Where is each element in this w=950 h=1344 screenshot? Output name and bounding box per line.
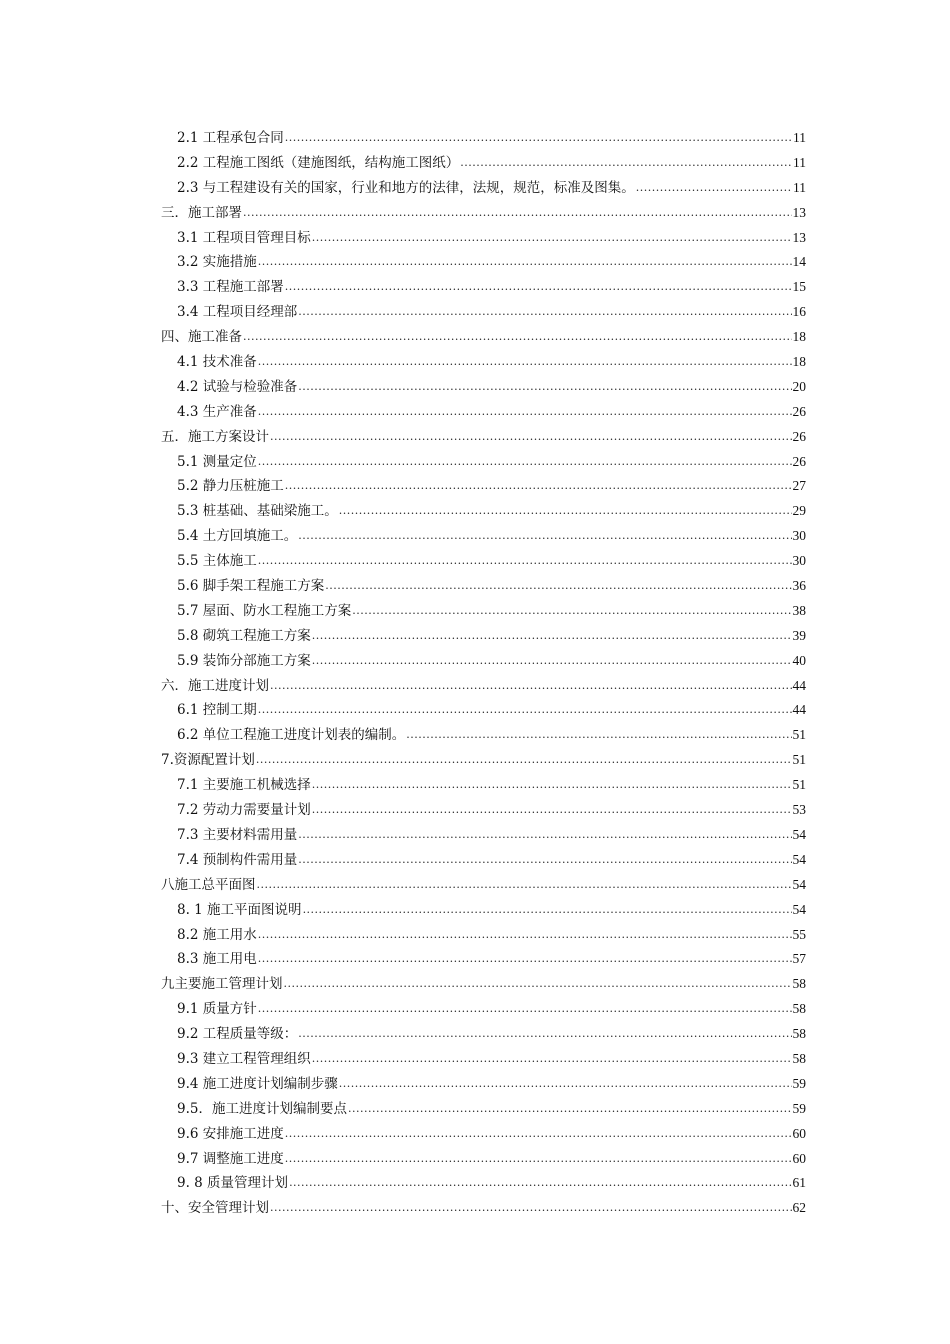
toc-entry[interactable] xyxy=(161,823,806,848)
toc-entry-page-number: 58 xyxy=(792,1026,806,1042)
toc-entry-title: 3.2 实施措施 xyxy=(177,254,257,271)
toc-entry[interactable] xyxy=(161,873,806,898)
toc-dot-leader xyxy=(256,748,792,773)
toc-entry[interactable] xyxy=(161,499,806,524)
toc-entry[interactable] xyxy=(161,126,806,151)
toc-entry[interactable] xyxy=(161,698,806,723)
toc-entry-page-number: 11 xyxy=(793,130,806,145)
toc-dot-leader xyxy=(285,126,792,151)
toc-entry-page-number: 11 xyxy=(793,179,806,195)
toc-entry-page-number: 54 xyxy=(792,901,806,917)
toc-entry[interactable] xyxy=(161,400,806,425)
toc-entry-title: 4.1 技术准备 xyxy=(177,354,257,371)
toc-entry[interactable] xyxy=(161,300,806,325)
toc-entry-title: 6.2 单位工程施工进度计划表的编制。 xyxy=(177,727,406,744)
toc-dot-leader xyxy=(339,1072,792,1097)
toc-entry-title: 五．施工方案设计 xyxy=(161,428,269,445)
toc-entry-title: 5.6 脚手架工程施工方案 xyxy=(177,578,325,595)
toc-entry[interactable] xyxy=(161,723,806,748)
toc-entry[interactable] xyxy=(161,1171,806,1196)
toc-entry-page-number: 39 xyxy=(792,627,806,643)
toc-entry-page-number: 18 xyxy=(792,354,806,370)
toc-entry[interactable] xyxy=(161,798,806,823)
toc-dot-leader xyxy=(258,923,792,948)
toc-entry[interactable] xyxy=(161,474,806,499)
toc-dot-leader xyxy=(284,972,792,997)
toc-entry-page-number: 44 xyxy=(792,702,806,718)
toc-entry[interactable] xyxy=(161,226,806,251)
toc-entry-page-number: 62 xyxy=(792,1200,806,1216)
toc-entry-title: 7.3 主要材料需用量 xyxy=(177,826,298,843)
toc-entry-title: 7.资源配置计划 xyxy=(161,752,255,769)
toc-dot-leader xyxy=(312,1047,792,1072)
toc-entry-title: 三．施工部署 xyxy=(161,204,242,221)
toc-dot-leader xyxy=(285,474,792,499)
toc-entry-page-number: 44 xyxy=(792,677,806,693)
toc-dot-leader xyxy=(312,226,792,251)
toc-entry-title: 9.6 安排施工进度 xyxy=(177,1125,284,1142)
toc-entry-page-number: 15 xyxy=(792,279,806,295)
toc-entry-title: 9.1 质量方针 xyxy=(177,1001,257,1018)
toc-entry-page-number: 51 xyxy=(792,777,806,793)
toc-dot-leader xyxy=(285,275,792,300)
toc-entry[interactable] xyxy=(161,275,806,300)
toc-entry[interactable] xyxy=(161,350,806,375)
toc-dot-leader xyxy=(636,176,792,201)
toc-entry-page-number: 51 xyxy=(792,727,806,743)
toc-dot-leader xyxy=(257,873,792,898)
toc-entry-page-number: 11 xyxy=(793,154,806,170)
table-of-contents xyxy=(161,126,806,1221)
toc-entry-page-number: 59 xyxy=(792,1100,806,1116)
toc-entry-title: 4.2 试验与检验准备 xyxy=(177,378,298,395)
toc-entry[interactable] xyxy=(161,1147,806,1172)
toc-entry[interactable] xyxy=(161,325,806,350)
toc-entry-page-number: 26 xyxy=(792,453,806,469)
toc-entry[interactable] xyxy=(161,250,806,275)
toc-dot-leader xyxy=(243,201,792,226)
toc-entry-title: 5.8 砌筑工程施工方案 xyxy=(177,627,311,644)
toc-entry[interactable] xyxy=(161,425,806,450)
toc-entry[interactable] xyxy=(161,947,806,972)
toc-dot-leader xyxy=(258,947,792,972)
toc-entry[interactable] xyxy=(161,972,806,997)
toc-entry[interactable] xyxy=(161,524,806,549)
toc-entry[interactable] xyxy=(161,599,806,624)
toc-dot-leader xyxy=(258,450,792,475)
toc-dot-leader xyxy=(298,1022,791,1047)
toc-entry[interactable] xyxy=(161,450,806,475)
toc-entry-title: 六．施工进度计划 xyxy=(161,677,269,694)
toc-dot-leader xyxy=(298,375,791,400)
toc-entry[interactable] xyxy=(161,848,806,873)
toc-dot-leader xyxy=(270,425,792,450)
toc-entry-title: 四、施工准备 xyxy=(161,329,242,346)
toc-entry-title: 2.1 工程承包合同 xyxy=(177,130,284,146)
toc-entry-page-number: 36 xyxy=(792,578,806,594)
toc-entry-page-number: 20 xyxy=(792,378,806,394)
toc-entry-page-number: 61 xyxy=(792,1175,806,1191)
toc-dot-leader xyxy=(258,997,792,1022)
toc-entry-page-number: 16 xyxy=(792,304,806,320)
toc-entry-title: 5.4 土方回填施工。 xyxy=(177,528,298,545)
toc-entry[interactable] xyxy=(161,1047,806,1072)
toc-dot-leader xyxy=(289,1171,791,1196)
toc-entry[interactable] xyxy=(161,1097,806,1122)
toc-entry-page-number: 60 xyxy=(792,1150,806,1166)
toc-entry-page-number: 51 xyxy=(792,752,806,768)
toc-entry-title: 7.1 主要施工机械选择 xyxy=(177,777,311,794)
toc-entry[interactable] xyxy=(161,898,806,923)
toc-entry[interactable] xyxy=(161,674,806,699)
toc-dot-leader xyxy=(325,574,791,599)
toc-entry-page-number: 55 xyxy=(792,926,806,942)
toc-dot-leader xyxy=(285,1147,792,1172)
toc-entry-title: 十、安全管理计划 xyxy=(161,1200,269,1217)
toc-dot-leader xyxy=(243,325,792,350)
toc-dot-leader xyxy=(312,649,792,674)
toc-dot-leader xyxy=(298,848,791,873)
toc-entry-page-number: 58 xyxy=(792,1050,806,1066)
toc-entry-title: 5.2 静力压桩施工 xyxy=(177,478,284,495)
toc-dot-leader xyxy=(258,350,792,375)
toc-entry[interactable] xyxy=(161,1072,806,1097)
toc-entry-page-number: 40 xyxy=(792,652,806,668)
toc-dot-leader xyxy=(352,599,791,624)
toc-dot-leader xyxy=(298,823,791,848)
toc-entry-title: 5.9 装饰分部施工方案 xyxy=(177,652,311,669)
toc-entry-title: 3.3 工程施工部署 xyxy=(177,279,284,296)
toc-entry-page-number: 30 xyxy=(792,528,806,544)
toc-entry-page-number: 14 xyxy=(792,254,806,270)
toc-entry-title: 9.7 调整施工进度 xyxy=(177,1150,284,1167)
toc-entry-title: 5.7 屋面、防水工程施工方案 xyxy=(177,602,352,619)
toc-entry-title: 9.2 工程质量等级： xyxy=(177,1026,298,1043)
toc-entry-title: 3.4 工程项目经理部 xyxy=(177,304,298,321)
toc-entry-page-number: 38 xyxy=(792,602,806,618)
toc-entry-page-number: 26 xyxy=(792,403,806,419)
toc-entry[interactable] xyxy=(161,574,806,599)
toc-entry-page-number: 13 xyxy=(792,204,806,220)
toc-entry-page-number: 30 xyxy=(792,553,806,569)
toc-dot-leader xyxy=(312,624,792,649)
toc-entry[interactable] xyxy=(161,649,806,674)
toc-entry-title: 5.3 桩基础、基础梁施工。 xyxy=(177,503,338,520)
toc-entry[interactable] xyxy=(161,1196,806,1221)
toc-entry-title: 6.1 控制工期 xyxy=(177,702,257,719)
toc-dot-leader xyxy=(258,250,792,275)
toc-entry-page-number: 58 xyxy=(792,1001,806,1017)
toc-entry-title: 3.1 工程项目管理目标 xyxy=(177,229,311,246)
toc-dot-leader xyxy=(303,898,792,923)
toc-entry-page-number: 54 xyxy=(792,876,806,892)
toc-entry-page-number: 27 xyxy=(792,478,806,494)
toc-entry-page-number: 18 xyxy=(792,329,806,345)
toc-dot-leader xyxy=(258,400,792,425)
toc-entry[interactable] xyxy=(161,151,806,176)
toc-entry-title: 8. 1 施工平面图说明 xyxy=(177,901,302,918)
toc-entry[interactable] xyxy=(161,549,806,574)
toc-entry-page-number: 54 xyxy=(792,826,806,842)
toc-entry-title: 九主要施工管理计划 xyxy=(161,976,283,993)
toc-entry-title: 4.3 生产准备 xyxy=(177,403,257,420)
toc-dot-leader xyxy=(339,499,792,524)
toc-entry-title: 8.2 施工用水 xyxy=(177,926,257,943)
toc-dot-leader xyxy=(312,798,792,823)
toc-entry-title: 9.4 施工进度计划编制步骤 xyxy=(177,1075,338,1092)
toc-entry[interactable] xyxy=(161,773,806,798)
toc-entry[interactable] xyxy=(161,1122,806,1147)
toc-dot-leader xyxy=(258,549,792,574)
toc-entry[interactable] xyxy=(161,1022,806,1047)
toc-dot-leader xyxy=(258,698,792,723)
toc-entry-title: 9. 8 质量管理计划 xyxy=(177,1175,289,1192)
toc-entry-page-number: 13 xyxy=(792,229,806,245)
toc-dot-leader xyxy=(460,151,792,176)
toc-entry-page-number: 58 xyxy=(792,976,806,992)
toc-entry-title: 9.3 建立工程管理组织 xyxy=(177,1050,311,1067)
toc-entry[interactable] xyxy=(161,923,806,948)
toc-entry-title: 2.2 工程施工图纸（建施图纸，结构施工图纸） xyxy=(177,154,460,171)
toc-entry[interactable] xyxy=(161,375,806,400)
toc-entry-title: 2.3 与工程建设有关的国家，行业和地方的法律，法规，规范，标准及图集。 xyxy=(177,179,635,196)
toc-entry[interactable] xyxy=(161,624,806,649)
toc-entry-page-number: 54 xyxy=(792,851,806,867)
toc-entry-title: 9.5．施工进度计划编制要点 xyxy=(177,1100,347,1117)
toc-entry-title: 5.1 测量定位 xyxy=(177,453,257,470)
toc-dot-leader xyxy=(285,1122,792,1147)
toc-entry[interactable] xyxy=(161,997,806,1022)
toc-dot-leader xyxy=(298,524,791,549)
toc-entry-title: 7.4 预制构件需用量 xyxy=(177,851,298,868)
toc-entry-page-number: 53 xyxy=(792,802,806,818)
toc-entry[interactable] xyxy=(161,201,806,226)
toc-entry-page-number: 60 xyxy=(792,1125,806,1141)
toc-entry-page-number: 57 xyxy=(792,951,806,967)
toc-entry-title: 八施工总平面图 xyxy=(161,876,256,893)
toc-entry-title: 7.2 劳动力需要量计划 xyxy=(177,802,311,819)
toc-dot-leader xyxy=(312,773,792,798)
toc-dot-leader xyxy=(298,300,791,325)
toc-entry-title: 5.5 主体施工 xyxy=(177,553,257,570)
toc-dot-leader xyxy=(348,1097,792,1122)
toc-entry-page-number: 26 xyxy=(792,428,806,444)
toc-dot-leader xyxy=(406,723,791,748)
toc-dot-leader xyxy=(270,1196,792,1221)
toc-entry-title: 8.3 施工用电 xyxy=(177,951,257,968)
toc-entry-page-number: 59 xyxy=(792,1075,806,1091)
toc-entry[interactable] xyxy=(161,748,806,773)
toc-dot-leader xyxy=(270,674,792,699)
toc-entry-page-number: 29 xyxy=(792,503,806,519)
toc-entry[interactable] xyxy=(161,176,806,201)
